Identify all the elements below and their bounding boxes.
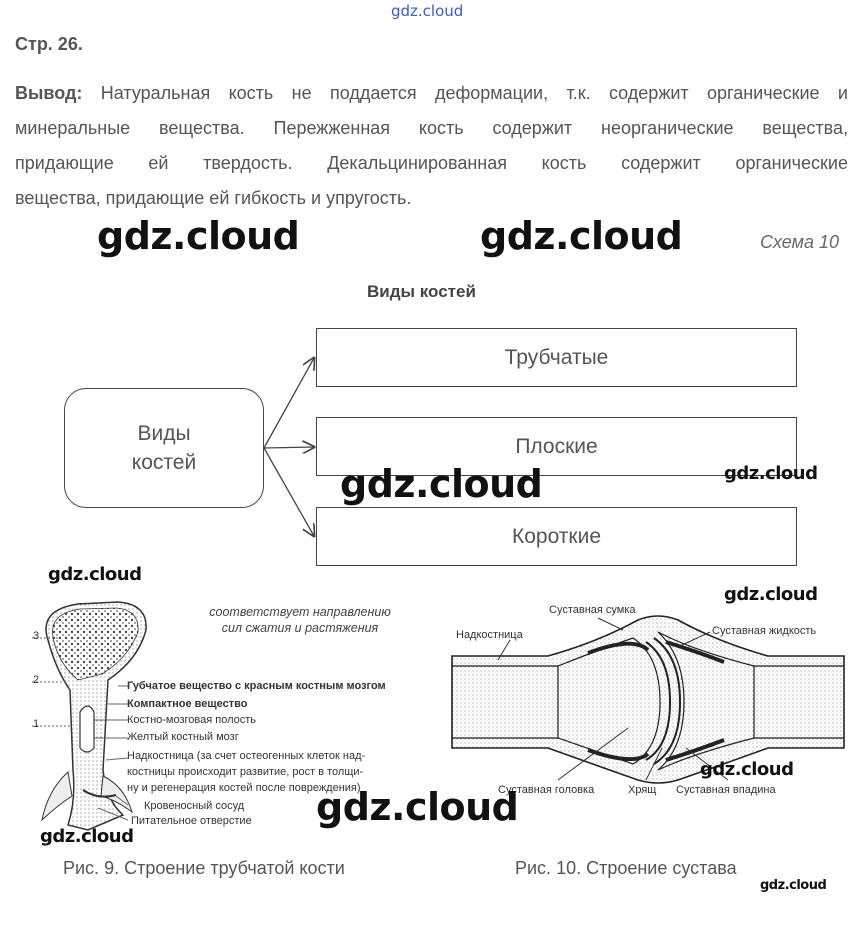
watermark: gdz.cloud (316, 785, 519, 829)
schema-root-box (64, 388, 264, 508)
conclusion-line-2: минеральные вещества. Пережженная кость содержит неорганические вещества, (15, 118, 848, 138)
figure10-caption: Рис. 10. Строение сустава (515, 858, 737, 878)
schema-box-short: Короткие (316, 507, 797, 566)
figure9-number-1: 1 (33, 718, 40, 730)
watermark: gdz.cloud (340, 462, 543, 506)
figure10-label-periosteum: Надкостница (456, 629, 523, 641)
schema-box-flat: Плоские (316, 417, 797, 476)
figure9-label-periosteum-2: костницы происходит развитие, рост в толщи- (127, 766, 364, 778)
figure9-label-compact: Компактное вещество (127, 698, 248, 710)
figure10-label-head: Суставная головка (498, 784, 595, 796)
conclusion-line-4: вещества, придающие ей гибкость и упругость. (15, 188, 412, 208)
watermark-top: gdz.cloud (391, 2, 464, 20)
arrow-to-tubular (264, 358, 314, 448)
watermark: gdz.cloud (480, 214, 683, 258)
figure10-label-socket: Суставная впадина (676, 784, 776, 796)
figure9-label-yellow-marrow: Желтый костный мозг (127, 731, 239, 743)
watermark: gdz.cloud (724, 463, 818, 484)
schema-root-line1: Виды (137, 422, 191, 445)
arrow-to-flat (264, 447, 314, 448)
figure9-label-foramen: Питательное отверстие (131, 815, 252, 827)
conclusion-line-1: Вывод: Натуральная кость не поддается деформации, т.к. содержит органические и (15, 83, 848, 103)
figure9-top-note: соответствует направлению сил сжатия и растяжения (209, 605, 391, 635)
conclusion-label: Вывод: (15, 83, 83, 103)
figure9-label-periosteum-1: Надкостница (за счет остеогенных клеток над- (127, 750, 366, 762)
figure10-label-fluid: Суставная жидкость (712, 625, 817, 637)
schema-root-line2: костей (131, 451, 197, 474)
page-label: Стр. 26. (15, 34, 83, 54)
figure9-number-2: 2 (33, 674, 40, 686)
arrow-to-short (264, 448, 314, 536)
watermark: gdz.cloud (48, 564, 142, 585)
figure9-label-spongy: Губчатое вещество с красным костным мозгом (127, 680, 386, 692)
figure9-label-cavity: Костно-мозговая полость (127, 714, 257, 726)
figure10-label-capsule: Суставная сумка (549, 604, 636, 616)
watermark: gdz.cloud (97, 214, 300, 258)
watermark: gdz.cloud (760, 878, 827, 893)
schema-box-tubular: Трубчатые (316, 328, 797, 387)
figure9-label-periosteum-3: ну и регенерация костей после повреждения) (127, 782, 361, 794)
schema-title: Виды костей (367, 282, 476, 301)
figure9-number-3: 3 (33, 630, 40, 642)
schema-number: Схема 10 (760, 232, 839, 252)
figure10-label-cartilage: Хрящ (628, 784, 657, 796)
watermark: gdz.cloud (724, 584, 818, 605)
conclusion-line-3: придающие ей твердость. Декальцинированная кость содержит органические (15, 153, 848, 173)
watermark: gdz.cloud (700, 759, 794, 780)
watermark: gdz.cloud (40, 826, 134, 847)
figure9-label-vessel: Кровеносный сосуд (144, 800, 245, 812)
figure9-caption: Рис. 9. Строение трубчатой кости (63, 858, 345, 878)
